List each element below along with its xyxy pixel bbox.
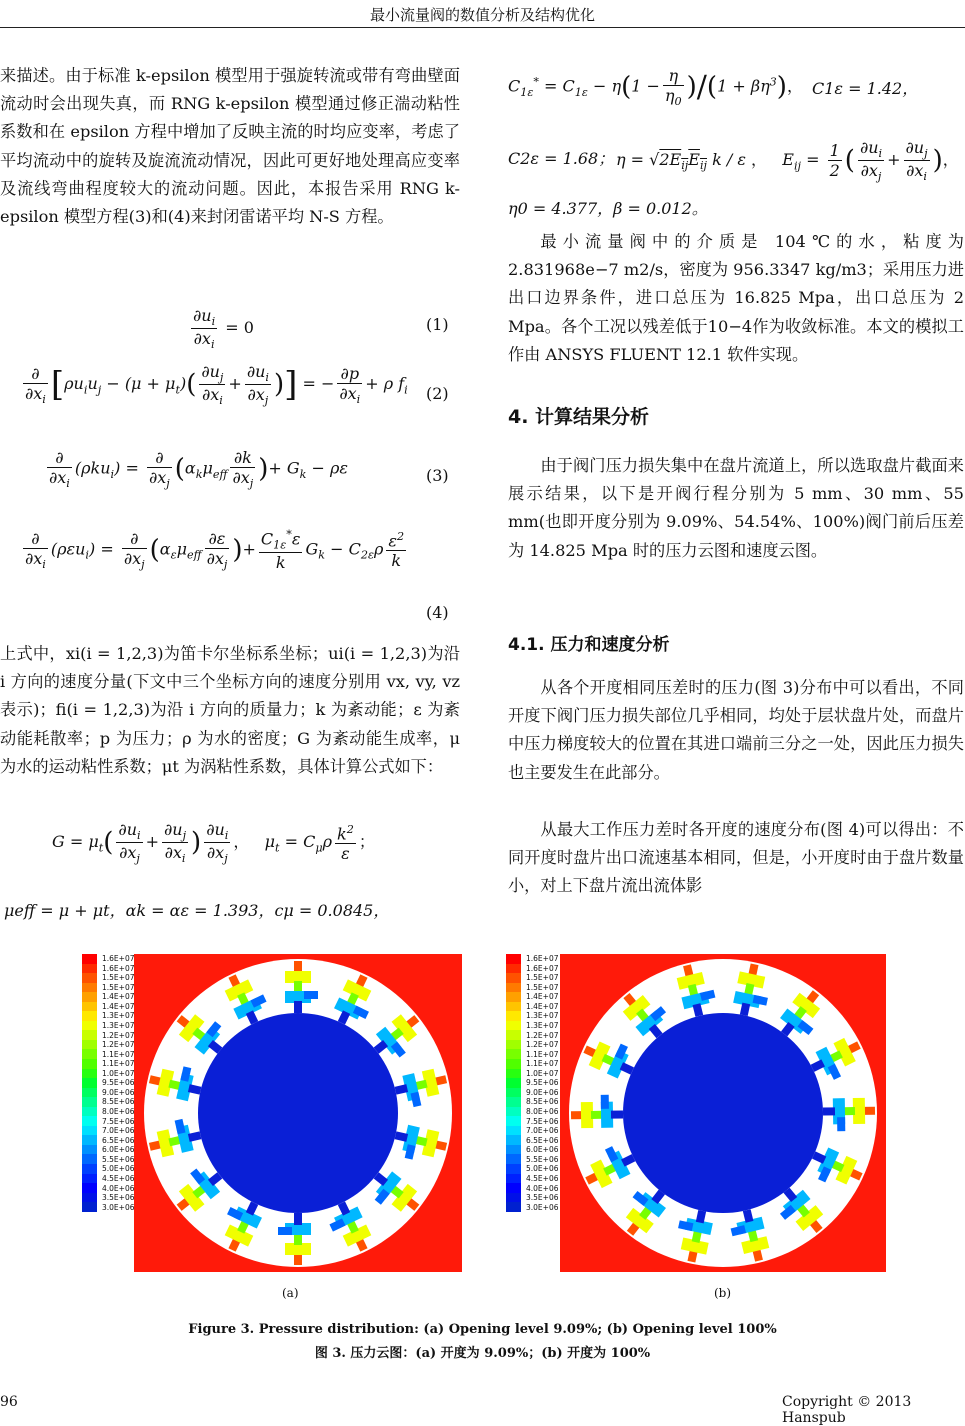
legend-tick-label: 1.1E+07 bbox=[102, 1059, 135, 1069]
legend-tick-label: 3.5E+06 bbox=[526, 1193, 559, 1203]
equation-number-3: (3) bbox=[426, 466, 449, 485]
legend-tick-label: 1.0E+07 bbox=[102, 1068, 135, 1078]
legend-swatch bbox=[82, 1154, 97, 1164]
legend-tick-label: 3.0E+06 bbox=[526, 1202, 559, 1212]
legend-tick-label: 8.0E+06 bbox=[102, 1107, 135, 1116]
legend-tick-label: 1.3E+07 bbox=[102, 1020, 135, 1030]
legend-swatch bbox=[506, 1183, 521, 1193]
legend-tick-label: 1.1E+07 bbox=[526, 1049, 559, 1059]
page-number: 96 bbox=[0, 1394, 18, 1410]
equation-eta: $\eta = √2E_{ij}E_{ij}$ k / ε ， $E_{ij}$ = $\frac{1}{2}$ ( $\frac{\partial u_i}{\partial x_j}$ + $\frac{\partial u_j}{\partial x_i}$ )， bbox=[616, 138, 959, 184]
legend-tick-label: 9.5E+06 bbox=[526, 1078, 559, 1088]
legend-tick-label: 6.5E+06 bbox=[102, 1135, 135, 1145]
legend-swatch bbox=[82, 1116, 97, 1126]
legend-tick-label: 4.0E+06 bbox=[102, 1183, 135, 1193]
legend-tick-label: 1.5E+07 bbox=[526, 973, 559, 983]
legend-swatch bbox=[82, 1164, 97, 1174]
legend-swatch bbox=[82, 954, 97, 964]
legend-swatch bbox=[506, 1021, 521, 1031]
legend-swatch bbox=[506, 1030, 521, 1040]
legend-swatch bbox=[506, 964, 521, 974]
copyright: Copyright © 2013 Hanspub bbox=[782, 1394, 912, 1426]
legend-swatch bbox=[506, 1202, 521, 1212]
legend-tick-label: 1.2E+07 bbox=[526, 1030, 559, 1040]
legend-swatch bbox=[82, 973, 97, 983]
legend-swatch bbox=[506, 973, 521, 983]
legend-swatch bbox=[82, 1078, 97, 1088]
legend-tick-label: 1.4E+07 bbox=[526, 1001, 559, 1011]
legend-tick-label: 1.3E+07 bbox=[526, 1020, 559, 1030]
legend-tick-label: 9.5E+06 bbox=[102, 1078, 135, 1088]
legend-swatch bbox=[82, 1059, 97, 1069]
constant-c1: C1ε = 1.42， bbox=[812, 79, 919, 98]
legend-swatch bbox=[82, 1183, 97, 1193]
intro-paragraph: 来描述。由于标准 k-epsilon 模型用于强旋转流或带有弯曲壁面流动时会出现失真，而 RNG k-epsilon 模型通过修正湍动粘性系数和在 epsilon 方程中增加了反映主流的时均应变率，考虑了平均流动中的旋转及旋流流动情况，因此可更好地处理高应变率及流线弯曲程度较大的流动问题。因此，本报告采用 RNG k-epsilon 模型方程(3)和(4)来封闭雷诺平均 N-S 方程。 bbox=[0, 66, 460, 227]
legend-tick-label: 8.5E+06 bbox=[102, 1097, 135, 1107]
legend-swatch bbox=[506, 1154, 521, 1164]
legend-tick-label: 1.4E+07 bbox=[526, 992, 559, 1002]
legend-tick-label: 1.5E+07 bbox=[102, 982, 135, 992]
legend-swatch bbox=[506, 1107, 521, 1117]
legend-swatch bbox=[506, 1097, 521, 1107]
legend-tick-label: 1.4E+07 bbox=[102, 1001, 135, 1011]
legend-tick-label: 1.2E+07 bbox=[526, 1040, 559, 1050]
constants-eta0-beta: η0 = 4.377，β = 0.012。 bbox=[508, 199, 708, 218]
legend-tick-label: 4.5E+06 bbox=[102, 1173, 135, 1183]
legend-swatch bbox=[506, 1069, 521, 1079]
legend-tick-label: 1.5E+07 bbox=[526, 982, 559, 992]
running-title: 最小流量阀的数值分析及结构优化 bbox=[369, 6, 595, 24]
figure-caption-en: Figure 3. Pressure distribution: (a) Opening level 9.09%; (b) Opening level 100% bbox=[188, 1322, 777, 1337]
equation-number-1: (1) bbox=[426, 315, 449, 334]
pressure-paragraph: 从各个开度相同压差时的压力(图 3)分布中可以看出，不同开度下阀门压力损失部位几乎相同，均处于层状盘片处，而盘片中压力梯度较大的位置在其进口端前三分之一处，因此压力损失也主要发生在此部分。 bbox=[508, 678, 964, 782]
velocity-paragraph: 从最大工作压力差时各开度的速度分布(图 4)可以得出：不同开度时盘片出口流速基本相同，但是，小开度时由于盘片数量小，对上下盘片流出流体影 bbox=[508, 820, 964, 896]
pressure-contour-b bbox=[560, 954, 886, 1272]
legend-swatch bbox=[82, 1030, 97, 1040]
legend-swatch bbox=[506, 954, 521, 964]
header-rule bbox=[0, 27, 965, 28]
legend-swatch bbox=[506, 992, 521, 1002]
legend-tick-label: 1.0E+07 bbox=[526, 1068, 559, 1078]
legend-tick-label: 5.0E+06 bbox=[526, 1164, 559, 1174]
equation-1: $\frac{\partial u_i}{\partial x_i}$ = 0 bbox=[193, 306, 254, 352]
legend-swatch bbox=[506, 1126, 521, 1136]
legend-tick-label: 7.5E+06 bbox=[526, 1116, 559, 1126]
legend-tick-label: 1.1E+07 bbox=[102, 1049, 135, 1059]
legend-tick-label: 1.5E+07 bbox=[102, 973, 135, 983]
legend-swatch bbox=[82, 1040, 97, 1050]
legend-tick-label: 3.5E+06 bbox=[102, 1193, 135, 1203]
equation-g-mut: $G = \mu_t$( $\frac{\partial u_i}{\partial x_j}$ + $\frac{\partial u_j}{\partial x_i}$ ) $\frac{\partial u_i}{\partial x_j}$ ， $\mu_t = C_\mu\rho$ $\frac{k^2}{\varepsilon}$ ； bbox=[52, 820, 375, 866]
legend-tick-label: 8.5E+06 bbox=[526, 1097, 559, 1107]
section-4-title: 4. 计算结果分析 bbox=[508, 406, 650, 428]
legend-swatch bbox=[506, 1049, 521, 1059]
legend-tick-label: 1.1E+07 bbox=[526, 1059, 559, 1069]
legend-tick-label: 4.0E+06 bbox=[526, 1183, 559, 1193]
legend-swatch bbox=[82, 1107, 97, 1117]
pressure-contour-a bbox=[134, 954, 462, 1272]
legend-swatch bbox=[82, 1002, 97, 1012]
legend-swatch bbox=[82, 1049, 97, 1059]
equation-number-4: (4) bbox=[426, 603, 449, 622]
legend-tick-label: 4.5E+06 bbox=[526, 1173, 559, 1183]
legend-tick-label: 1.3E+07 bbox=[526, 1011, 559, 1021]
equation-number-2: (2) bbox=[426, 384, 449, 403]
legend-tick-label: 7.0E+06 bbox=[102, 1126, 135, 1136]
legend-tick-label: 8.0E+06 bbox=[526, 1107, 559, 1116]
legend-tick-label: 5.0E+06 bbox=[102, 1164, 135, 1174]
legend-swatch bbox=[506, 1088, 521, 1098]
legend-swatch bbox=[82, 1145, 97, 1155]
legend-swatch bbox=[82, 1126, 97, 1136]
legend-tick-label: 7.0E+06 bbox=[526, 1126, 559, 1136]
equation-4: $\frac{\partial}{\partial x_i}$ (ρεu$_i$) = $\frac{\partial}{\partial x_j}$ ($\alpha_\varepsilon\mu_{eff}$ $\frac{\partial\varepsilon}{\partial x_j}$ )+ $\frac{C_{1\varepsilon}^*\varepsilon}{k}$ $G_k - C_{2\varepsilon}\rho$ $\frac{\varepsilon^2}{k}$ bbox=[25, 528, 405, 572]
legend-swatch bbox=[82, 1193, 97, 1203]
legend-tick-label: 5.5E+06 bbox=[102, 1154, 135, 1164]
legend-swatch bbox=[506, 1135, 521, 1145]
legend-tick-label: 1.6E+07 bbox=[526, 954, 559, 963]
legend-swatch bbox=[82, 1021, 97, 1031]
legend-swatch bbox=[82, 1088, 97, 1098]
legend-tick-label: 9.0E+06 bbox=[102, 1087, 135, 1097]
legend-swatch bbox=[506, 1059, 521, 1069]
legend-tick-label: 6.0E+06 bbox=[526, 1145, 559, 1155]
legend-swatch bbox=[82, 964, 97, 974]
constants-line-left: μeff = μ + μt，αk = αε = 1.393，cμ = 0.0845， bbox=[4, 901, 390, 920]
equation-3: $\frac{\partial}{\partial x_i}$ (ρku$_i$) = $\frac{\partial}{\partial x_j}$ ($\alpha_k\mu_{eff}$ $\frac{\partial k}{\partial x_j}$ )+ $G_k - \rho\varepsilon$ bbox=[49, 448, 349, 491]
equation-2: $\frac{\partial}{\partial x_i}$ [$\rho u_iu_j - (\mu + \mu_t)$( $\frac{\partial u_j}{\partial x_i}$ + $\frac{\partial u_i}{\partial x_j}$ )] = − $\frac{\partial p}{\partial x_i}$ + ρ $f_i$ bbox=[25, 362, 408, 408]
legend-swatch bbox=[506, 983, 521, 993]
legend-tick-label: 1.2E+07 bbox=[102, 1040, 135, 1050]
constant-c2: C2ε = 1.68； bbox=[508, 149, 615, 168]
legend-tick-label: 1.4E+07 bbox=[102, 992, 135, 1002]
legend-swatch bbox=[82, 1202, 97, 1212]
legend-tick-label: 7.5E+06 bbox=[102, 1116, 135, 1126]
legend-swatch bbox=[82, 992, 97, 1002]
legend-tick-label: 1.6E+07 bbox=[102, 954, 135, 963]
legend-tick-label: 1.3E+07 bbox=[102, 1011, 135, 1021]
legend-tick-label: 6.0E+06 bbox=[102, 1145, 135, 1155]
legend-swatch bbox=[506, 1011, 521, 1021]
medium-paragraph: 最小流量阀中的介质是 104℃的水，粘度为 2.831968e−7 m2/s，密度为 956.3347 kg/m3；采用压力进出口边界条件，进口总压为 16.825 Mpa，出口总压为 2 Mpa。各个工况以残差低于10−4作为收敛标准。本文的模拟工作由 ANSYS FLUENT 12.1 软件实现。 bbox=[508, 232, 964, 364]
legend-swatch bbox=[506, 1164, 521, 1174]
legend-tick-label: 9.0E+06 bbox=[526, 1087, 559, 1097]
legend-swatch bbox=[506, 1002, 521, 1012]
panel-b-label: (b) bbox=[714, 1286, 732, 1300]
legend-swatch bbox=[82, 983, 97, 993]
legend-swatch bbox=[82, 1135, 97, 1145]
legend-swatch bbox=[82, 1097, 97, 1107]
legend-swatch bbox=[82, 1011, 97, 1021]
legend-tick-label: 3.0E+06 bbox=[102, 1202, 135, 1212]
legend-swatch bbox=[506, 1145, 521, 1155]
equation-c1-star: $C_{1\varepsilon}^* = C_{1\varepsilon} - \eta(1$ − $\frac{\eta}{\eta_0}$ )$/(1 + \beta\eta^3)$， bbox=[508, 66, 803, 109]
legend-swatch bbox=[82, 1174, 97, 1184]
legend-tick-label: 6.5E+06 bbox=[526, 1135, 559, 1145]
section-4-paragraph: 由于阀门压力损失集中在盘片流道上，所以选取盘片截面来展示结果，以下是开阀行程分别为 5 mm、30 mm、55 mm(也即开度分别为 9.09%、54.54%、100%)阀门前后压差为 14.825 Mpa 时的压力云图和速度云图。 bbox=[508, 456, 964, 560]
symbols-paragraph: 上式中，xi(i = 1,2,3)为笛卡尔坐标系坐标；ui(i = 1,2,3)为沿 i 方向的速度分量(下文中三个坐标方向的速度分别用 vx, vy, vz 表示)；fi(i = 1,2,3)为沿 i 方向的质量力；k 为紊动能；ε 为紊动能耗散率；p 为压力；ρ 为水的密度；G 为紊动能生成率，μ 为水的运动粘性系数；μt 为涡粘性系数，具体计算公式如下： bbox=[0, 644, 460, 776]
legend-swatch bbox=[506, 1193, 521, 1203]
legend-swatch bbox=[506, 1040, 521, 1050]
legend-swatch bbox=[506, 1116, 521, 1126]
legend-tick-label: 1.6E+07 bbox=[102, 963, 135, 973]
legend-tick-label: 5.5E+06 bbox=[526, 1154, 559, 1164]
legend-swatch bbox=[82, 1069, 97, 1079]
section-4-1-title: 4.1. 压力和速度分析 bbox=[508, 635, 670, 655]
legend-tick-label: 1.2E+07 bbox=[102, 1030, 135, 1040]
panel-a-label: (a) bbox=[282, 1286, 299, 1300]
legend-tick-label: 1.6E+07 bbox=[526, 963, 559, 973]
legend-swatch bbox=[506, 1174, 521, 1184]
legend-swatch bbox=[506, 1078, 521, 1088]
figure-caption-cn: 图 3. 压力云图：(a) 开度为 9.09%；(b) 开度为 100% bbox=[314, 1346, 651, 1361]
